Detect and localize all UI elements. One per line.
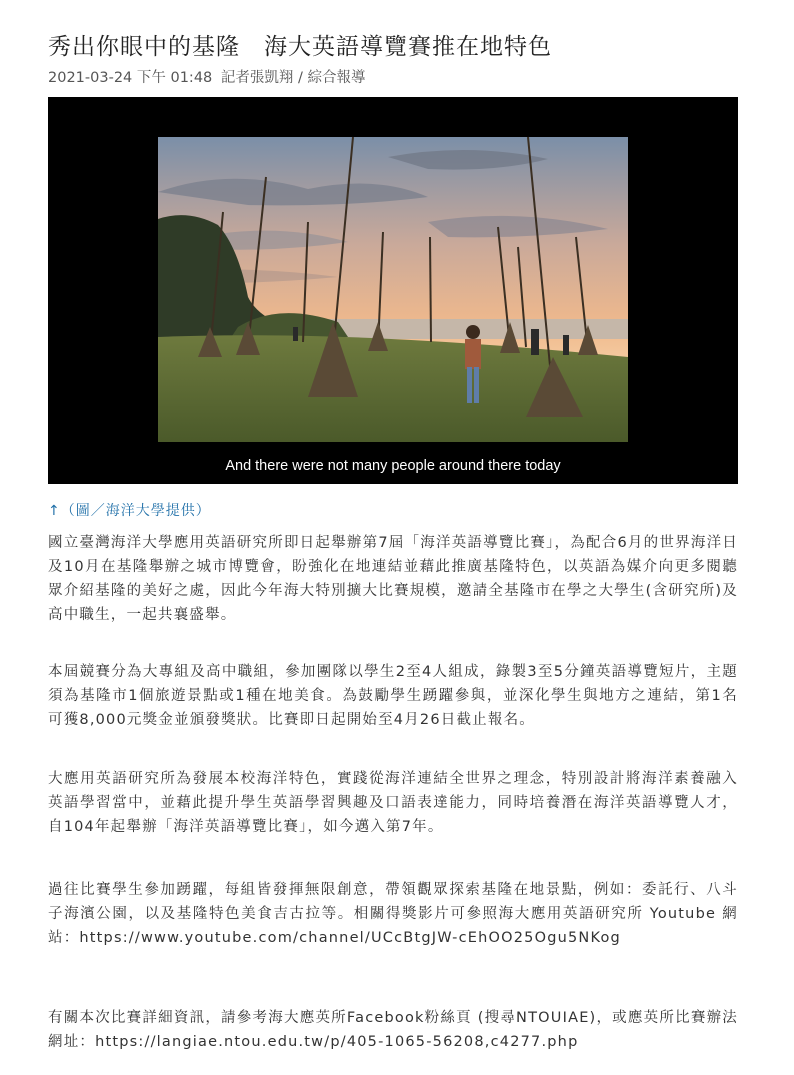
article-paragraph: 過往比賽學生參加踴躍，每組皆發揮無限創意，帶領觀眾探索基隆在地景點，例如：委託行、八斗子海濱公園，以及基隆特色美食吉古拉等。相關得獎影片可參照海大應用英語研究所 Youtube 網站：https://www.youtube.com/channel/UCcBtgJW-cEhOO25Ogu5NKog — [48, 882, 738, 946]
reporter-byline: 記者張凱翔 / 綜合報導 — [220, 70, 366, 86]
article-paragraph: 大應用英語研究所為發展本校海洋特色，實踐從海洋連結全世界之理念，特別設計將海洋素養融入英語學習當中，並藉此提升學生英語學習興趣及口語表達能力，同時培養潛在海洋英語導覽人才，自104年起舉辦「海洋英語導覽比賽」，如今邁入第7年。 — [48, 771, 738, 835]
photo-frame — [48, 97, 738, 484]
publish-date: 2021-03-24 下午 01:48 — [48, 70, 213, 86]
article-paragraph: 本屆競賽分為大專組及高中職組，參加團隊以學生2至4人組成，錄製3至5分鐘英語導覽短片，主題須為基隆市1個旅遊景點或1種在地美食。為鼓勵學生踴躍參與，並深化學生與地方之連結，第1名可獲8,000元獎金並頒發獎狀。比賽即日起開始至4月26日截止報名。 — [48, 664, 738, 728]
photo-caption: ↑（圖／海洋大學提供） — [48, 503, 211, 519]
video-subtitle: And there were not many people around there today — [225, 458, 561, 474]
scene-image — [158, 137, 628, 442]
article-paragraph: 國立臺灣海洋大學應用英語研究所即日起舉辦第7屆「海洋英語導覽比賽」，為配合6月的世界海洋日及10月在基隆舉辦之城市博覽會，盼強化在地連結並藉此推廣基隆特色，以英語為媒介向更多閱聽眾介紹基隆的美好之處，因此今年海大特別擴大比賽規模，邀請全基隆市在學之大學生(含研究所)及高中職生，一起共襄盛舉。 — [48, 535, 738, 623]
article-title: 秀出你眼中的基隆 海大英語導覽賽推在地特色 — [48, 34, 552, 60]
article-paragraph: 有關本次比賽詳細資訊，請參考海大應英所Facebook粉絲頁 (搜尋NTOUIAE)，或應英所比賽辦法網址：https://langiae.ntou.edu.tw/p/405-1065-56208,c4277.php — [48, 1010, 738, 1050]
article-meta — [48, 66, 370, 87]
article-photo — [48, 97, 738, 484]
